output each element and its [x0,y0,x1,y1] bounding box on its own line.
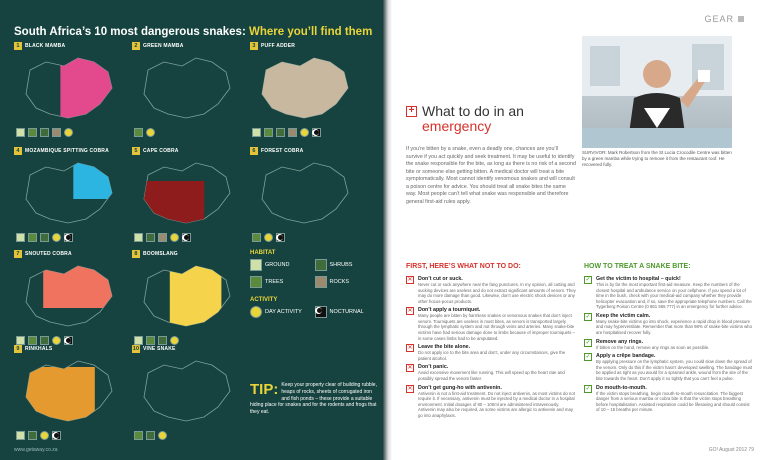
cross-icon: ✕ [407,308,413,315]
ground-icon [252,128,261,137]
map-cell [250,147,358,245]
shrubs-icon [146,431,155,440]
shrubs-icon [158,336,167,345]
map-cell [132,147,240,245]
trees-icon [250,276,262,288]
habitat-icons [252,233,285,242]
legend-trees-label: TREES [265,279,284,285]
legend-shrubs-label: SHRUBS [329,262,353,268]
cross-icon: ✕ [407,385,413,392]
list-item [406,385,576,419]
item-text: Antivenin is not a first-aid treatment. Do not inject antivenin, as most victims do not require it. If necessary, antivenin must be injected by a medical doctor in a hospital environment. Initial dosages of 80 – 100ml are administered intravenously. Antivenin may also be required, as some victims are allergic to antivenin and may go into anaphylaxis. [418,390,575,418]
sa-map [252,157,356,229]
do-list [584,276,754,416]
item-text: Do not apply ice to the bite area and don’t, under any circumstances, give the patient alcohol. [418,350,566,361]
sun-icon [52,233,61,242]
map-header [132,147,240,155]
sun-icon [170,233,179,242]
item-title: Keep the victim calm. [596,312,651,319]
cross-icon: ✕ [407,365,413,372]
sun-icon [52,336,61,345]
right-page [392,0,768,460]
moon-icon [315,306,327,318]
sun-icon [264,233,273,242]
title-line1: What to do in an [422,103,524,119]
list-item [584,353,754,381]
list-item [406,344,576,361]
rocks-icon [315,276,327,288]
moon-icon [276,233,285,242]
shrubs-icon [315,259,327,271]
trees-icon [146,336,155,345]
habitat-icons [16,431,61,440]
snake-name: BOOMSLANG [143,251,178,257]
survivor-photo [582,36,732,148]
map-cell [132,250,240,348]
map-header [14,250,122,258]
moon-icon [52,431,61,440]
tip-label: TIP: [250,381,279,398]
list-item [584,313,754,336]
item-title: Don’t get gung-ho with antivenin. [418,384,502,391]
item-title: Do mouth-to-mouth. [596,384,647,391]
sa-map [252,52,356,124]
legend-rocks-label: ROCKS [329,279,350,285]
snake-name: PUFF ADDER [261,43,296,49]
item-title: Don’t cut or suck. [418,276,463,282]
snake-name: FOREST COBRA [261,148,304,154]
legend-ground [250,259,311,271]
legend-shrubs [315,259,376,271]
legend-activity-title: ACTIVITY [250,297,278,303]
item-text: Avoid excessive movement like running. This will speed up the heart rate and possibly spread the venom faster. [418,370,565,381]
dont-heading: FIRST, HERE’S WHAT NOT TO DO: [406,263,521,270]
legend-rocks [315,276,376,288]
map-number: 3 [250,42,258,50]
list-item [406,364,576,381]
photo-caption: SURVIVOR: Mark Robertson from the St Lucia Crocodile Centre was bitten by a green mamba while trying to remove it from the restaurant roof. He recovered fully. [582,150,732,167]
item-text: If bitten on the hand, remove any rings as soon as possible. [596,344,710,350]
trees-icon [28,128,37,137]
check-icon: ✓ [585,277,591,283]
legend-day-label: DAY ACTIVITY [265,309,302,315]
ground-icon [16,128,25,137]
list-item [584,385,754,413]
habitat-icons [134,336,179,345]
legend-ground-label: GROUND [265,262,290,268]
sa-map [16,355,120,427]
dont-list [406,276,576,421]
habitat-icons [16,336,73,345]
item-title: Get the victim to hospital – quick! [596,276,681,282]
map-header [132,42,240,50]
ground-icon [134,336,143,345]
ground-icon [16,431,25,440]
ground-icon [250,259,262,271]
distribution-area [262,58,348,118]
habitat-icons [252,128,321,137]
intro-paragraph: If you’re bitten by a snake, even a deadly one, chances are you’ll survive if you act quickly and seek treatment. It may be useful to identify the snake responsible for the bite, as long as there is no risk of a second bite or someone else getting bitten. A medical doctor will treat a bite symptomatically. Most cannot identify venomous snakes and will consult a poison centre for advice. You should treat all snake bites the same way. Most people can’t tell what snake was responsible and therefore general first-aid rules apply. [406,146,576,205]
sa-map [16,52,120,124]
map-cell [14,250,122,348]
sa-map [16,157,120,229]
sa-map [134,355,238,427]
snake-name: GREEN MAMBA [143,43,184,49]
shrubs-icon [146,233,155,242]
habitat-icons [134,128,155,137]
item-title: Apply a crêpe bandage. [596,353,656,360]
legend-trees [250,276,311,288]
article-title [422,104,524,135]
item-title: Leave the bite alone. [418,344,471,351]
do-heading: HOW TO TREAT A SNAKE BITE: [584,263,691,270]
moon-icon [64,233,73,242]
distribution-area [144,163,230,223]
habitat-icons [16,233,73,242]
sun-icon [146,128,155,137]
rocks-icon [52,128,61,137]
legend-night-label: NOCTURNAL [329,309,364,315]
item-text: Many people are bitten by harmless snakes or venomous snakes that don’t inject venom. Tourniquets are useless in most bites, as venom is transported largely through the lymphatic system and not through veins and arteries. Many snake-bite victims have had serious damage done to limbs because of improper tourniquets – in some cases limbs had to be amputated. [418,313,575,341]
tip-text: Keep your property clear of building rubble, heaps of rocks, sheets of corrugated iron and fish ponds – these provide a suitable hiding place for snakes and for the rodents and frogs that they eat. [250,382,377,415]
check-icon: ✓ [585,313,591,320]
sun-icon [300,128,309,137]
legend [250,250,375,323]
trees-icon [28,336,37,345]
sun-icon [64,128,73,137]
map-header [132,345,240,353]
sun-icon [170,336,179,345]
sa-map [134,157,238,229]
item-text: If the victim stops breathing, begin mouth-to-mouth resuscitation. The biggest danger from a serious mamba or cobra bite is that the victim stops breathing before hospitalisation. Assisted respiration could be lifesaving and should consist of 10 – 15 breaths per minute. [596,390,750,413]
map-header [250,42,358,50]
shrubs-icon [40,233,49,242]
moon-icon [182,233,191,242]
map-cell [250,42,358,140]
sun-icon [40,431,49,440]
legend-day [250,306,311,318]
item-text: Many snake-bite victims go into shock, experience a rapid drop in blood pressure and may hyperventilate. Remember that more than 98% of snake-bite victims who are hospitalised recover fully. [596,318,752,336]
trees-icon [264,128,273,137]
section-label: GEAR [704,14,744,24]
list-item [406,307,576,341]
map-number: 9 [14,345,22,353]
legend-habitat-title: HABITAT [250,250,276,256]
item-text: By applying pressure on the lymphatic system, you could slow down the spread of the venom. Only do this if the victim hasn’t developed swelling. The bandage must be applied as tight as you would for a sprained ankle, wound from the site of the bite towards the heart. Don’t apply it so tightly that you can’t feel a pulse. [596,359,753,381]
map-number: 2 [132,42,140,50]
sun-icon [158,431,167,440]
map-number: 6 [250,147,258,155]
map-number: 7 [14,250,22,258]
cross-icon: ✕ [407,277,413,283]
snake-name: CAPE COBRA [143,148,179,154]
first-aid-icon: + [406,106,417,117]
habitat-icons [134,431,167,440]
rocks-icon [288,128,297,137]
check-icon: ✓ [585,339,591,346]
ground-icon [134,233,143,242]
item-title: Don’t apply a tourniquet. [418,307,481,314]
habitat-icons [134,233,191,242]
map-number: 8 [132,250,140,258]
map-cell [132,345,240,443]
ground-icon [16,233,25,242]
title-accent: Where you’ll find them [248,26,373,38]
photo-illustration [582,36,732,148]
snake-name: BLACK MAMBA [25,43,66,49]
map-cell [14,147,122,245]
left-footer: www.getaway.co.za [14,447,58,453]
sun-icon [250,306,262,318]
ground-icon [16,336,25,345]
map-number: 1 [14,42,22,50]
map-header [250,147,358,155]
title-main: South Africa’s 10 most dangerous snakes: [14,26,246,38]
map-cell [14,345,122,443]
moon-icon [312,128,321,137]
shrubs-icon [276,128,285,137]
map-header [14,345,122,353]
map-header [14,42,122,50]
legend-night [315,306,376,318]
shrubs-icon [40,336,49,345]
page-spine [382,0,392,460]
map-cell [14,42,122,140]
snake-name: RINKHALS [25,346,53,352]
list-item [584,276,754,310]
sa-map [16,260,120,332]
right-footer: GO! August 2012 79 [708,447,754,453]
map-number: 5 [132,147,140,155]
snake-name: MOZAMBIQUE SPITTING COBRA [25,148,109,154]
item-title: Remove any rings. [596,338,644,345]
map-header [132,250,240,258]
map-header [14,147,122,155]
moon-icon [64,336,73,345]
check-icon: ✓ [585,385,591,392]
cross-icon: ✕ [407,345,413,352]
snake-name: SNOUTED COBRA [25,251,72,257]
list-item [406,276,576,304]
map-number: 10 [132,346,140,352]
left-page [0,0,382,460]
map-number: 4 [14,147,22,155]
shrubs-icon [28,431,37,440]
check-icon: ✓ [585,354,591,361]
trees-icon [134,128,143,137]
rocks-icon [158,233,167,242]
sa-map [134,52,238,124]
item-title: Don’t panic. [418,364,449,371]
shrubs-icon [40,128,49,137]
tip-box [250,382,378,416]
distribution-area [26,361,112,421]
list-item [584,339,754,351]
map-cell [132,42,240,140]
title-line2: emergency [422,118,492,135]
snake-name: VINE SNAKE [143,346,176,352]
item-text: Never cut or suck anywhere near the fang punctures. In my opinion, all cutting and sucking devices are useless and do not extract significant amounts of venom. They may do more damage than good. Likewise, don’t use electric shock devices or any other hocus-pocus products. [418,282,576,304]
trees-icon [28,233,37,242]
trees-icon [252,233,261,242]
trees-icon [134,431,143,440]
sa-map [134,260,238,332]
item-text: This is by far the most important first-aid measure. Keep the numbers of the closest hospital and ambulance service on your cellphone. If you spend a lot of time in the bush, check with your medical-aid company whether they provide helicopter evacuation and, if so, save the appropriate telephone numbers. Call the Tygerberg Poison Centre (0 861 555 777) in an emergency for further advice. [596,282,752,310]
habitat-icons [16,128,73,137]
page-title [14,26,372,38]
